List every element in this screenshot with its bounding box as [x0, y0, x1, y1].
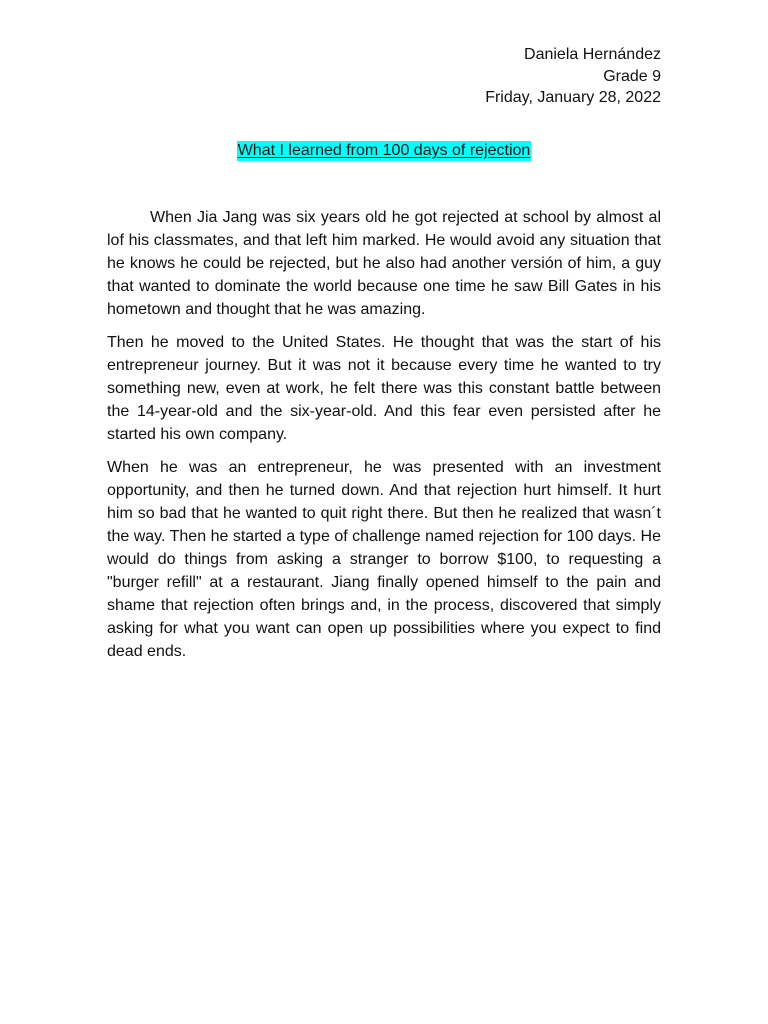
author-name: Daniela Hernández — [524, 46, 661, 63]
author-grade: Grade 9 — [603, 67, 661, 85]
paragraph-1: When Jia Jang was six years old he got rejected at school by almost al lof his classmates, and that left him marked. He would avoid any situation that he knows he could be rejected, but he also had another versión of him, a guy that wanted to dominate the world because one time he saw Bill Gates in his hometown and thought that he was amazing. — [107, 209, 661, 318]
paragraph-3: When he was an entrepreneur, he was presented with an investment opportunity, and then he turned down. And that rejection hurt himself. It hurt him so bad that he wanted to quit right there. But then he realized that wasn´t the way. Then he started a type of challenge named rejection for 100 days. He would do things from asking a stranger to borrow $100, to requesting a "burger refill" at a restaurant. Jiang finally opened himself to the pain and shame that rejection often brings and, in the process, discovered that simply asking for what you want can open up possibilities where you expect to find dead ends. — [107, 459, 661, 660]
author-header — [485, 44, 661, 109]
document-title: What I learned from 100 days of rejection — [237, 142, 531, 159]
document-date: Friday, January 28, 2022 — [485, 89, 661, 106]
document-body — [107, 206, 661, 673]
paragraph-2: Then he moved to the United States. He thought that was the start of his entrepreneur journey. But it was not it because every time he wanted to try something new, even at work, he felt there was this constant battle between the 14-year-old and the six-year-old. And this fear even persisted after he started his own company. — [107, 334, 661, 443]
title-container — [0, 141, 768, 161]
